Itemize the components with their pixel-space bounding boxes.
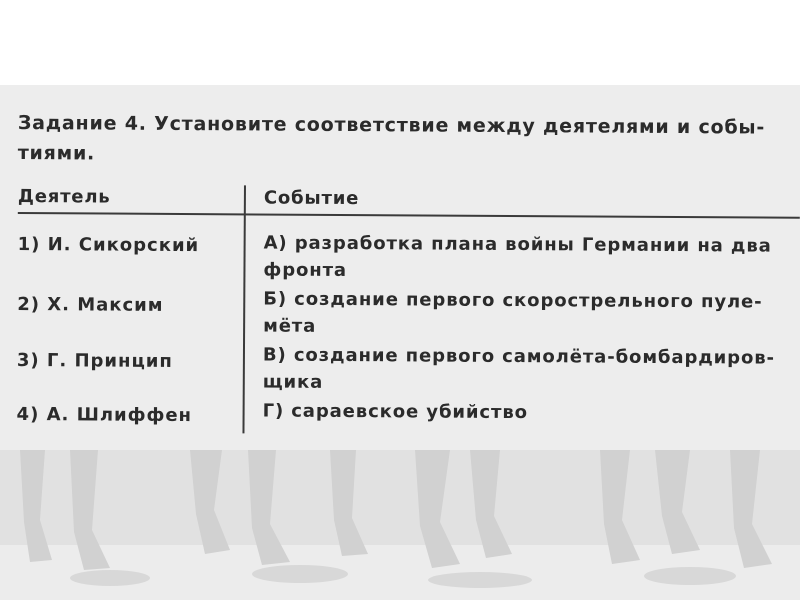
- task-number: Задание 4.: [17, 111, 147, 135]
- background-photo-soldiers: [0, 450, 800, 600]
- header-rule: [18, 212, 800, 219]
- event-d-line-1: Г) сараевское убийство: [262, 400, 528, 424]
- column-header-person: Деятель: [17, 185, 111, 208]
- person-item-1: 1) И. Сикорский: [17, 233, 200, 257]
- event-item-d: [263, 397, 797, 427]
- marching-legs-image: [0, 450, 800, 600]
- column-divider: [242, 185, 246, 433]
- event-b-line-2: мёта: [263, 315, 317, 337]
- event-item-a: [263, 230, 797, 287]
- task-text: Установите соответствие между деятелями и собы-: [154, 112, 766, 139]
- event-item-b: [263, 286, 797, 343]
- task-heading: [18, 108, 798, 173]
- column-header-event: Событие: [263, 187, 360, 210]
- matching-table: [16, 182, 800, 437]
- event-c-line-1: В) создание первого самолёта-бомбардиров-: [262, 344, 775, 369]
- event-item-c: [263, 341, 797, 398]
- event-a-line-1: А) разработка плана войны Германии на два: [263, 232, 772, 257]
- person-item-2: 2) Х. Максим: [17, 293, 164, 316]
- event-a-line-2: фронта: [263, 259, 348, 282]
- event-c-line-2: щика: [262, 371, 324, 393]
- person-item-4: 4) А. Шлиффен: [16, 403, 193, 427]
- person-item-3: 3) Г. Принцип: [16, 349, 173, 372]
- event-b-line-1: Б) создание первого скорострельного пуле-: [263, 288, 763, 313]
- task-text-continued: тиями.: [17, 141, 96, 165]
